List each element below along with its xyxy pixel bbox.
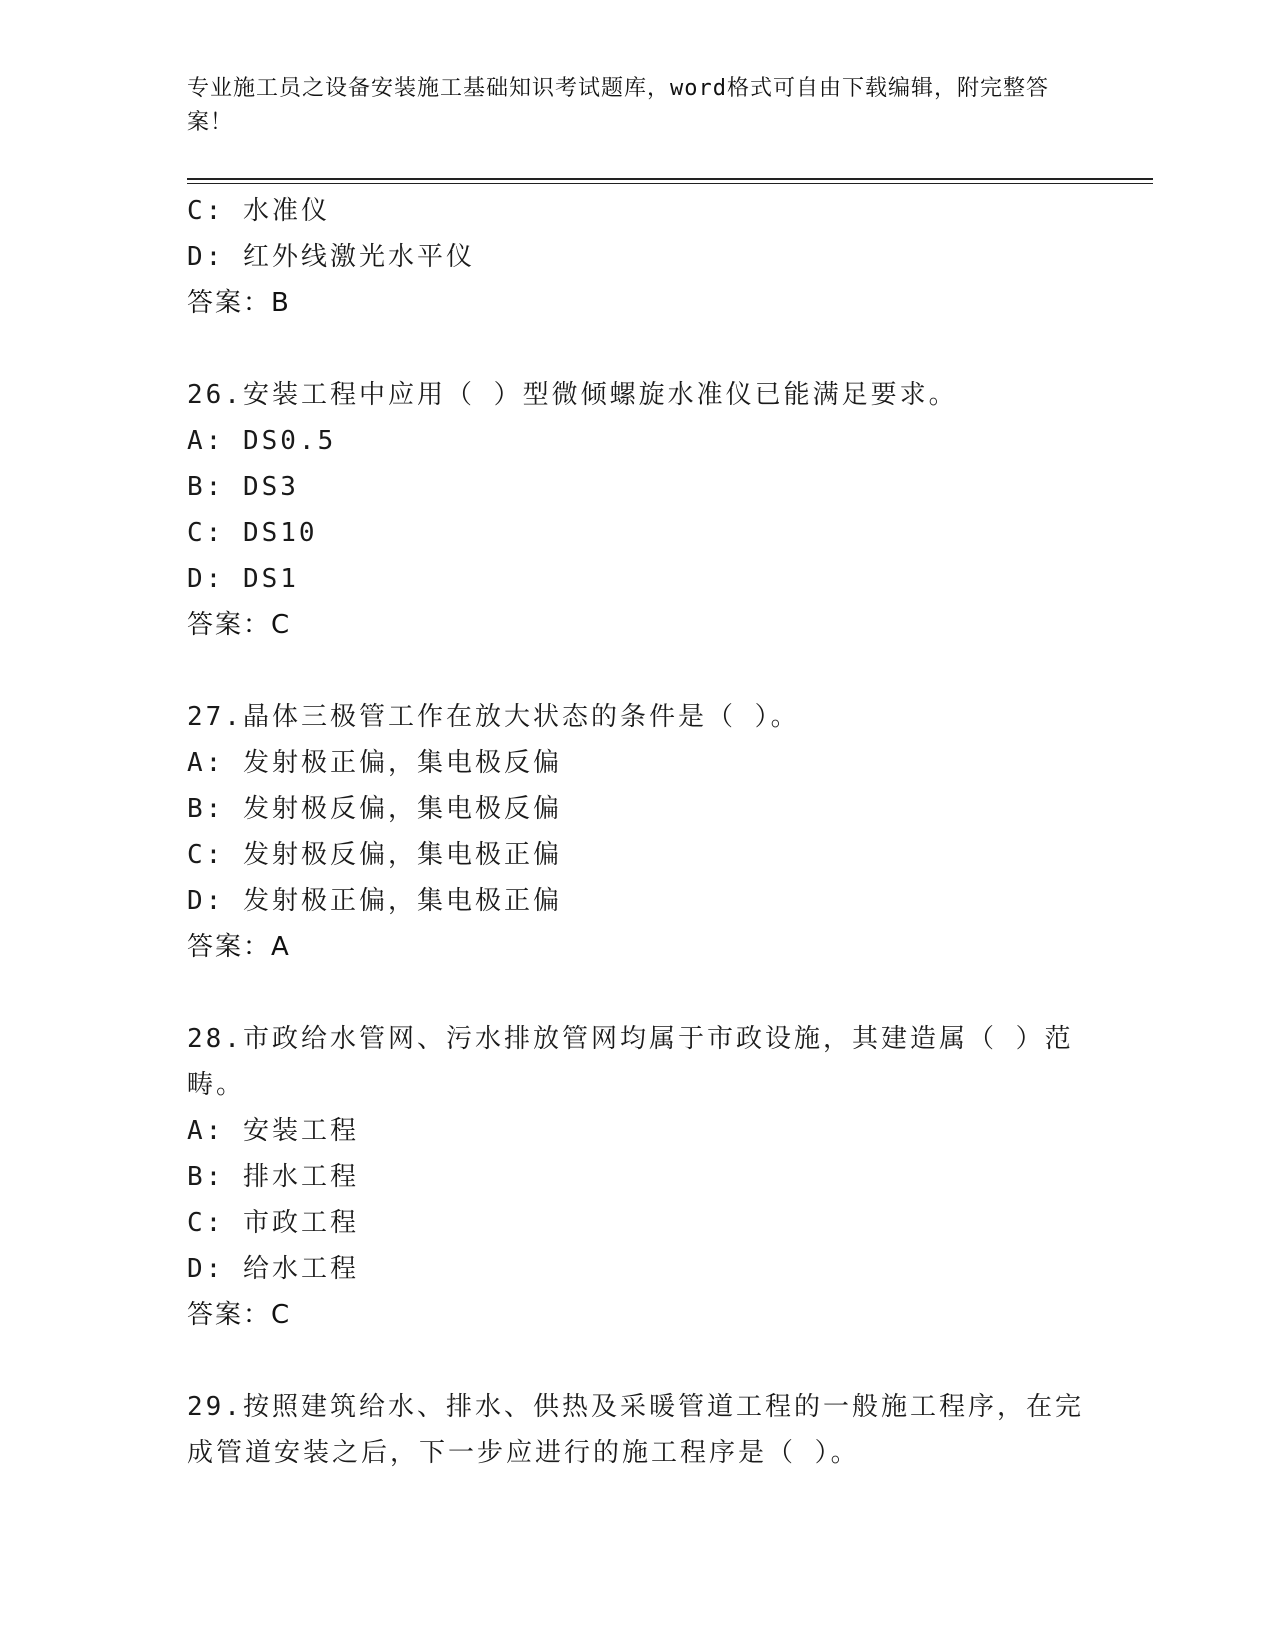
answer: 答案：C [187,610,292,640]
question-28-stem-line-2: 畴。 [187,1070,246,1100]
option-b: B: 排水工程 [187,1162,359,1192]
page-header: 专业施工员之设备安装施工基础知识考试题库，word格式可自由下载编辑，附完整答案！ [187,76,1049,135]
option-d: D: DS1 [187,564,299,594]
document-body [187,188,1087,1476]
option-a: A: 发射极正偏，集电极反偏 [187,748,562,778]
answer: 答案：B [187,288,291,318]
option-d: D: 红外线激光水平仪 [187,242,475,272]
option-a: A: 安装工程 [187,1116,359,1146]
option-d: D: 发射极正偏，集电极正偏 [187,886,562,916]
spacer [187,648,1087,694]
option-c: C: 发射极反偏，集电极正偏 [187,840,562,870]
option-b: B: 发射极反偏，集电极反偏 [187,794,562,824]
answer: 答案：A [187,932,291,962]
question-26-stem: 26.安装工程中应用（ ）型微倾螺旋水准仪已能满足要求。 [187,380,958,410]
option-c: C: 市政工程 [187,1208,359,1238]
option-c: C: 水准仪 [187,196,330,226]
spacer [187,970,1087,1016]
spacer [187,326,1087,372]
option-d: D: 给水工程 [187,1254,359,1284]
option-c: C: DS10 [187,518,318,548]
answer: 答案：C [187,1300,292,1330]
option-a: A: DS0.5 [187,426,337,456]
question-28-stem-line-1: 28.市政给水管网、污水排放管网均属于市政设施，其建造属（ ）范 [187,1024,1074,1054]
question-29-stem-line-1: 29.按照建筑给水、排水、供热及采暖管道工程的一般施工程序，在完 [187,1392,1084,1422]
header-rule-thin [187,183,1153,184]
spacer [187,1338,1087,1384]
option-b: B: DS3 [187,472,299,502]
question-29-stem-line-2: 成管道安装之后，下一步应进行的施工程序是（ ）。 [187,1438,860,1468]
header-rule-thick [187,178,1153,180]
question-27-stem: 27.晶体三极管工作在放大状态的条件是（ ）。 [187,702,800,732]
